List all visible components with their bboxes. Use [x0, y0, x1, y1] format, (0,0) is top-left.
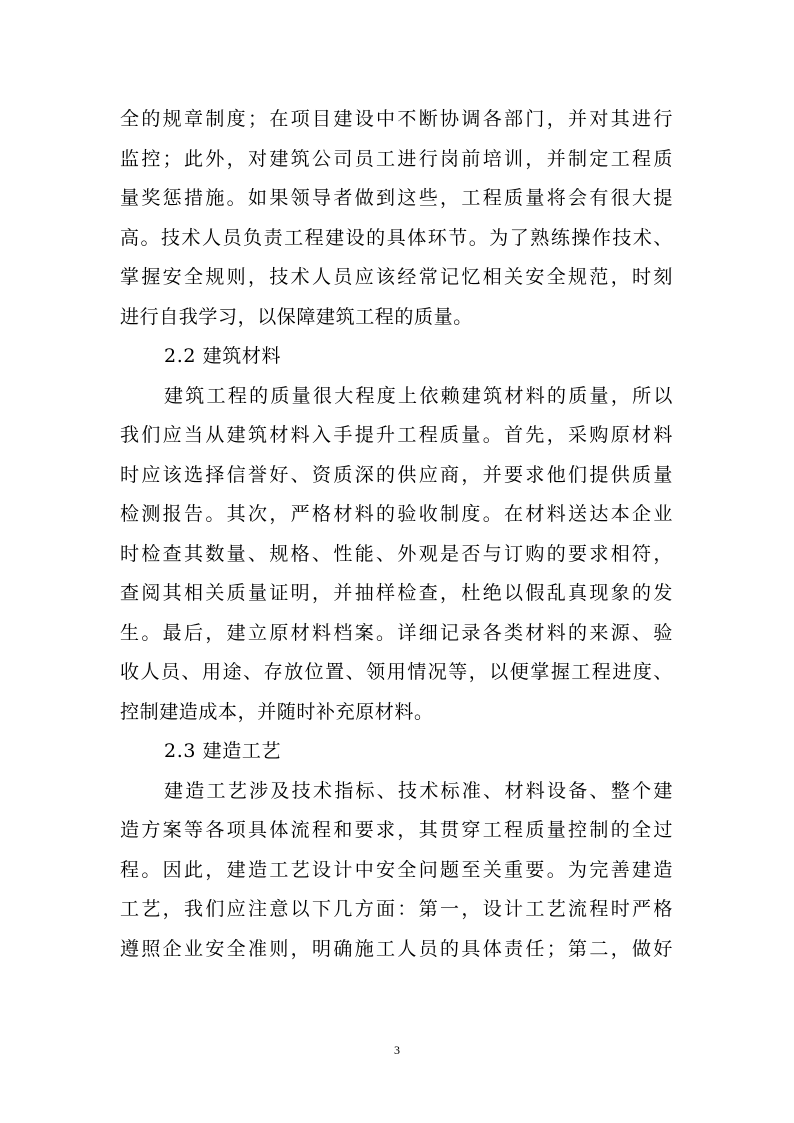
text-line: 量奖惩措施。如果领导者做到这些，工程质量将会有很大提: [120, 187, 673, 209]
text-line: 时应该选择信誉好、资质深的供应商，并要求他们提供质量: [120, 463, 673, 486]
text-line: 检测报告。其次，严格材料的验收制度。在材料送达本企业: [120, 503, 673, 525]
paragraph-construction-process: [120, 772, 673, 970]
text-line: 查阅其相关质量证明，并抽样检查，杜绝以假乱真现象的发: [120, 582, 673, 604]
text-line: 造方案等各项具体流程和要求，其贯穿工程质量控制的全过: [120, 819, 673, 841]
text-line: 掌握安全规则，技术人员应该经常记忆相关安全规范，时刻: [120, 266, 673, 288]
text-line: 全的规章制度；在项目建设中不断协调各部门，并对其进行: [120, 108, 673, 130]
text-line: 程。因此，建造工艺设计中安全问题至关重要。为完善建造: [120, 858, 673, 881]
text-line: 建造工艺涉及技术指标、技术标准、材料设备、整个建: [164, 779, 673, 802]
page-number: 3: [394, 1043, 400, 1057]
section-heading-2-2: 2.2 建筑材料: [164, 345, 282, 367]
text-line: 进行自我学习，以保障建筑工程的质量。: [120, 305, 473, 328]
paragraph-building-materials: [120, 377, 673, 733]
text-line: 生。最后，建立原材料档案。详细记录各类材料的来源、验: [120, 621, 673, 644]
text-line: 工艺，我们应注意以下几方面：第一，设计工艺流程时严格: [120, 898, 673, 920]
text-line: 收人员、用途、存放位置、领用情况等，以便掌握工程进度、: [120, 661, 673, 683]
text-line: 我们应当从建筑材料入手提升工程质量。首先，采购原材料: [120, 424, 673, 446]
document-body: [120, 100, 673, 969]
text-line: 高。技术人员负责工程建设的具体环节。为了熟练操作技术、: [120, 226, 673, 249]
text-line: 建筑工程的质量很大程度上依赖建筑材料的质量，所以: [164, 384, 673, 407]
section-heading-2-3: 2.3 建造工艺: [164, 740, 282, 762]
text-line: 时检查其数量、规格、性能、外观是否与订购的要求相符，: [120, 542, 673, 565]
text-line: 监控；此外，对建筑公司员工进行岗前培训，并制定工程质: [120, 147, 673, 170]
paragraph-continued: [120, 100, 673, 337]
text-line: 遵照企业安全准则，明确施工人员的具体责任；第二，做好: [120, 937, 673, 960]
text-line: 控制建造成本，并随时补充原材料。: [120, 700, 434, 723]
